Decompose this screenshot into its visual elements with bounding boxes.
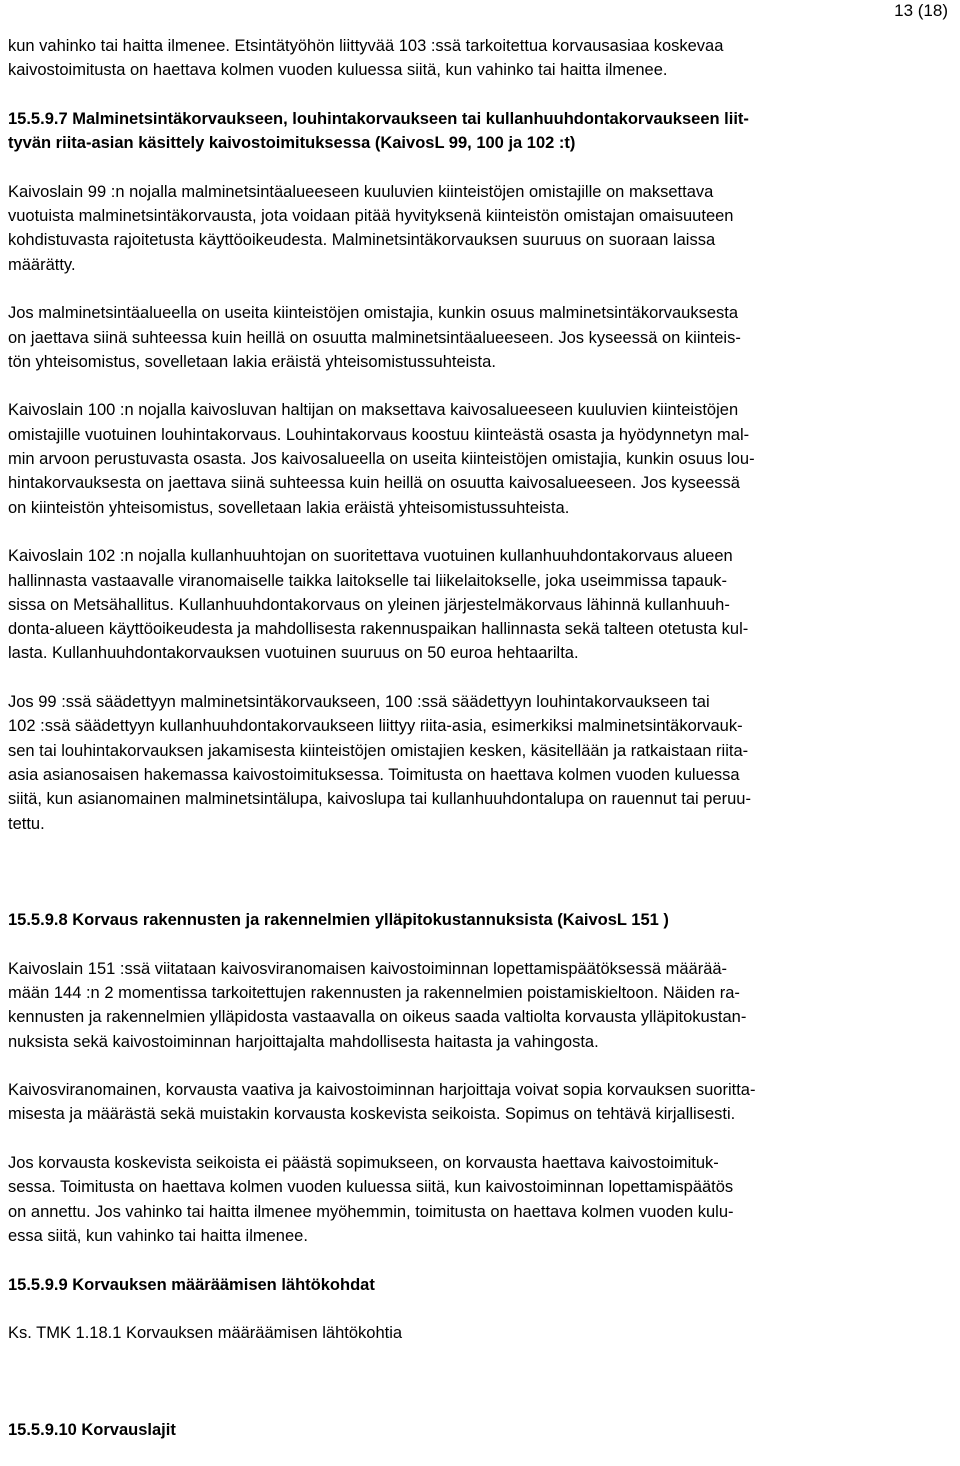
text-line: sissa on Metsähallitus. Kullanhuuhdontakorvaus on yleinen järjestelmäkorvaus lähinnä kullanhuuh- bbox=[8, 595, 730, 614]
text-line: Kaivoslain 151 :ssä viitataan kaivosviranomaisen kaivostoiminnan lopettamispäätöksessä määrää- bbox=[8, 959, 728, 978]
text-line: nuksista sekä kaivostoiminnan harjoittajalta mahdollisesta haitasta ja vahingosta. bbox=[8, 1032, 599, 1051]
text-line: kaivostoimitusta on haettava kolmen vuoden kuluessa siitä, kun vahinko tai haitta ilmenee. bbox=[8, 61, 668, 80]
body-paragraph bbox=[8, 1151, 952, 1248]
text-line: tön yhteisomistus, sovelletaan lakia eräistä yhteisomistussuhteista. bbox=[8, 352, 496, 371]
text-line: Jos korvausta koskevista seikoista ei päästä sopimukseen, on korvausta haettava kaivostoimituk- bbox=[8, 1154, 719, 1173]
body-paragraph bbox=[8, 180, 952, 277]
section-heading bbox=[8, 908, 952, 932]
text-line: hintakorvauksesta on jaettava siinä suhteessa kuin heillä on osuutta kaivosalueeseen. Jos kyseessä bbox=[8, 474, 740, 493]
text-line: Jos malminetsintäalueella on useita kiinteistöjen omistajia, kunkin osuus malminetsintäkorvauksesta bbox=[8, 304, 739, 323]
body-paragraph bbox=[8, 1321, 952, 1345]
text-line: määrätty. bbox=[8, 255, 76, 274]
text-line: 102 :ssä säädettyyn kullanhuuhdontakorvaukseen liittyy riita-asia, esimerkiksi malminetsintäkorvauk- bbox=[8, 717, 743, 736]
body-paragraph bbox=[8, 34, 952, 83]
text-line: essa siitä, kun vahinko tai haitta ilmenee. bbox=[8, 1226, 308, 1245]
text-line: 15.5.9.8 Korvaus rakennusten ja rakennelmien ylläpitokustannuksista (KaivosL 151 ) bbox=[8, 911, 669, 930]
section-spacer bbox=[8, 860, 952, 908]
body-paragraph bbox=[8, 957, 952, 1054]
section-heading bbox=[8, 107, 952, 156]
text-line: sen tai louhintakorvauksen jakamisesta kiinteistöjen omistajien kesken, käsitellään ja ratkaistaan riita- bbox=[8, 741, 749, 760]
text-line: Jos 99 :ssä säädettyyn malminetsintäkorvaukseen, 100 :ssä säädettyyn louhintakorvaukseen tai bbox=[8, 693, 710, 712]
text-line: donta-alueen käyttöoikeudesta ja mahdollisesta rakennuspaikan hallinnasta sekä talteen otetusta kul- bbox=[8, 620, 749, 639]
text-line: on jaettava siinä suhteessa kuin heillä on osuutta malminetsintäalueeseen. Jos kyseessä on kiinteis- bbox=[8, 328, 741, 347]
text-line: kun vahinko tai haitta ilmenee. Etsintätyöhön liittyvää 103 :ssä tarkoitettua korvausasiaa koskevaa bbox=[8, 37, 724, 55]
section-heading bbox=[8, 1273, 952, 1297]
body-paragraph bbox=[8, 398, 952, 519]
body-paragraph bbox=[8, 1078, 952, 1127]
text-line: vuotuista malminetsintäkorvausta, jota voidaan pitää hyvityksenä kiinteistön omistajan omaisuuteen bbox=[8, 207, 734, 226]
text-line: lasta. Kullanhuuhdontakorvauksen vuotuinen suuruus on 50 euroa hehtaarilta. bbox=[8, 644, 579, 663]
text-line: mään 144 :n 2 momentissa tarkoitettujen rakennusten ja rakennelmien poistamiskieltoon. Näiden ra- bbox=[8, 983, 740, 1002]
body-paragraph bbox=[8, 301, 952, 374]
text-line: asia asianosaisen hakemassa kaivostoimituksessa. Toimitusta on haettava kolmen vuoden kuluessa bbox=[8, 765, 740, 784]
text-line: Kaivoslain 100 :n nojalla kaivosluvan haltijan on maksettava kaivosalueeseen kuuluvien kiinteistöjen bbox=[8, 401, 739, 420]
text-line: tyvän riita-asian käsittely kaivostoimituksessa (KaivosL 99, 100 ja 102 :t) bbox=[8, 134, 576, 153]
body-paragraph bbox=[8, 690, 952, 836]
text-line: Kaivoslain 102 :n nojalla kullanhuuhtojan on suoritettava vuotuinen kullanhuuhdontakorvaus alueen bbox=[8, 547, 733, 566]
text-line: tettu. bbox=[8, 814, 45, 833]
text-line: misesta ja määrästä sekä muistakin korvausta koskevista seikoista. Sopimus on tehtävä kirjallisesti. bbox=[8, 1105, 736, 1124]
text-line: siitä, kun asianomainen malminetsintälupa, kaivoslupa tai kullanhuuhdontalupa on rauennut tai peruu- bbox=[8, 790, 751, 809]
text-line: on kiinteistön yhteisomistus, sovelletaan lakia eräistä yhteisomistussuhteista. bbox=[8, 498, 570, 517]
text-line: 15.5.9.7 Malminetsintäkorvaukseen, louhintakorvaukseen tai kullanhuuhdontakorvaukseen liit- bbox=[8, 109, 749, 128]
text-line: on annettu. Jos vahinko tai haitta ilmenee myöhemmin, toimitusta on haettava kolmen vuoden kulu- bbox=[8, 1202, 734, 1221]
text-line: Ks. TMK 1.18.1 Korvauksen määräämisen lähtökohtia bbox=[8, 1324, 403, 1343]
text-line: omistajille vuotuinen louhintakorvaus. Louhintakorvaus koostuu kiinteästä osasta ja hyödynnetyn mal- bbox=[8, 425, 750, 444]
text-line: hallinnasta vastaavalle viranomaiselle taikka laitokselle tai liikelaitokselle, joka useimmissa tapauk- bbox=[8, 571, 728, 590]
text-line: kennusten ja rakennelmien ylläpidosta vastaavalla on oikeus saada valtiolta korvausta ylläpitokustan- bbox=[8, 1008, 747, 1027]
text-line: kohdistuvasta rajoitetusta käyttöoikeudesta. Malminetsintäkorvauksen suuruus on suoraan laissa bbox=[8, 231, 716, 250]
section-heading bbox=[8, 1418, 952, 1442]
text-line: 15.5.9.9 Korvauksen määräämisen lähtökohdat bbox=[8, 1275, 375, 1294]
page-number: 13 (18) bbox=[894, 1, 948, 20]
text-line: sessa. Toimitusta on haettava kolmen vuoden kuluessa siitä, kun kaivostoiminnan lopettamispäätös bbox=[8, 1178, 734, 1197]
text-line: Kaivoslain 99 :n nojalla malminetsintäalueeseen kuuluvien kiinteistöjen omistajille on maksettava bbox=[8, 182, 714, 201]
document-body bbox=[8, 34, 952, 1466]
body-paragraph bbox=[8, 544, 952, 665]
text-line: min arvoon perustuvasta osasta. Jos kaivosalueella on useita kiinteistöjen omistajia, kunkin osuus lou- bbox=[8, 450, 755, 469]
text-line: 15.5.9.10 Korvauslajit bbox=[8, 1420, 176, 1439]
section-spacer bbox=[8, 1370, 952, 1418]
text-line: Kaivosviranomainen, korvausta vaativa ja kaivostoiminnan harjoittaja voivat sopia korvauksen suoritta- bbox=[8, 1081, 756, 1100]
